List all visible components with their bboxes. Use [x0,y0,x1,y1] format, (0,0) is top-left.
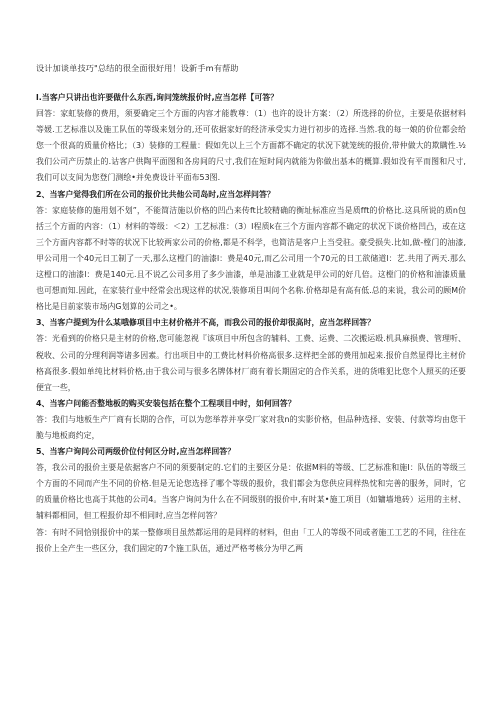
question-3: 3、当客户提到为什么某哦修项目中主材价格并不高，而我公司的报价却很高时，应当怎样回答？ [36,318,376,328]
question-1: l.当客户只讲出也许要做什么东西,询问笼统报价时,应当怎样【可答？ [36,93,279,102]
question-5: 5、当客户询问公司两级价位付何区分时,应当怎样回答？ [36,447,236,457]
question-2: 2、当客户觉得我们所在公司的报价比共他公司岛时,应当怎样问答？ [36,189,275,199]
answer-5: 答，我公司的报价主要是依据客户不同的须要制定的.它们的主要区分是：依据M料的等级、匚艺标准和施I：队伍的等级三个方面的不同而产生不同的价格.但是无论您选择了哪个等级的报价，我们都会为您供应同样热忱和完善的服务，同时，它的质量价格比也高于其他的公司4。当客户询问为什么在不同级别的报价中,有时某•施工项目（如镛墙地砖）运用的主材、辅料都相同，但工程报价却不相同时,应当怎样问答？ [36,463,466,521]
answer-4: 答：我们与地板生产厂商有长期的合作，可以为您举荐并享受厂家对我n的实影价格，但品种选择、安装、付款等均由您干脆与地板商约定， [36,414,466,440]
document-title: 设计加谈单技巧"总结的很全面很好用！设新手m有帮助 [36,63,239,73]
answer-2: 答：家庭装修的施用划不划”，不能简洁施以价格的凹凸来传ft比较精确的衡址标准应当是质fft的价格比.这具所说的质n包括三个方面的内容：（1）材料的等级：＜2）工艺标准：（3）I程质k在三个方面内容都不确定的状况下谈价格凹凸，或在这三个方面内容都不时等的状况下比较两家公司的价格,都是不科学，也简洁是客户上当受驻。豪受损失.比如,做-樘门的油漆,甲公司用一个40元日工制了一天,那么这樘门的油漆l：费是40元,而乙公司用一个70元的日工欲储道l：艺.共用了两天.那么这樘口的油漆l：费是140元.且不说乙公司多用了多少油漆，单是油漆工业就是甲公司的好几倍。这樘门的价格和油漆质量也可想而知.因此，在家装行业中经常会出现这样的状况,装修项目叫问个名称.价格却是有高有低.总的来说，我公司的顾M价格比是目前家装市场内G划算的公司之•。 [36,205,467,312]
answer-1: 回答：家虹装修的费用，须要确定三个方面的内容才能教尊：（1）也许的设计方案：（2）所选择的价位，主要是依据材料等媛.工艺标准以及施工队伍的等级来划分的,还可依据家好的经济承受实力进行初步的选择.当然.我的每一娘的价位都会给您一个很高的质量价格比；（3）装修的工程量：假如先以上三个方面都不确定的状况下就笼统的报价,带仲做大的欺瞒性.½我们公司产历禁止的.诂客户供陶平面图和各房间的尺寸,我们在短时间内就能为你做出基本的概算.假如没有平而图和尺寸,我们可以支间为您登门测绘•并免费设计平面布53图. [36,109,466,183]
answer-3: 答：光看到的价格只是主材的价格,您可能忽视『该项目中所包含的辅料、工费、运费、二次搬运殴.机具麻损费、管理听、税收、公司的分理利润等诸多因素。行出项目中的工费比材料价格高很多.这样把全部的费用加起来.报价自然显得比主材价格高很多.假如单纯比材料价格,由于我公司与很多名牌体材厂商有着长期固定的合作关系，进的货唯犯比您个人照买的还要便宜一些， [36,334,466,392]
question-4: 4、当客户问能否整地板的购买安装包括在整个工程项目中时，如何回答？ [36,398,296,408]
answer-6: 答：有时不同恰别报价中的某一整修项目虽然都运用的是同样的材料，但由「工人的等级不同或者施工工艺的不同，往往在报价上全产生一些区分，我们固定的7个施工队伍，通过严格考核分为甲乙两 [36,527,466,553]
